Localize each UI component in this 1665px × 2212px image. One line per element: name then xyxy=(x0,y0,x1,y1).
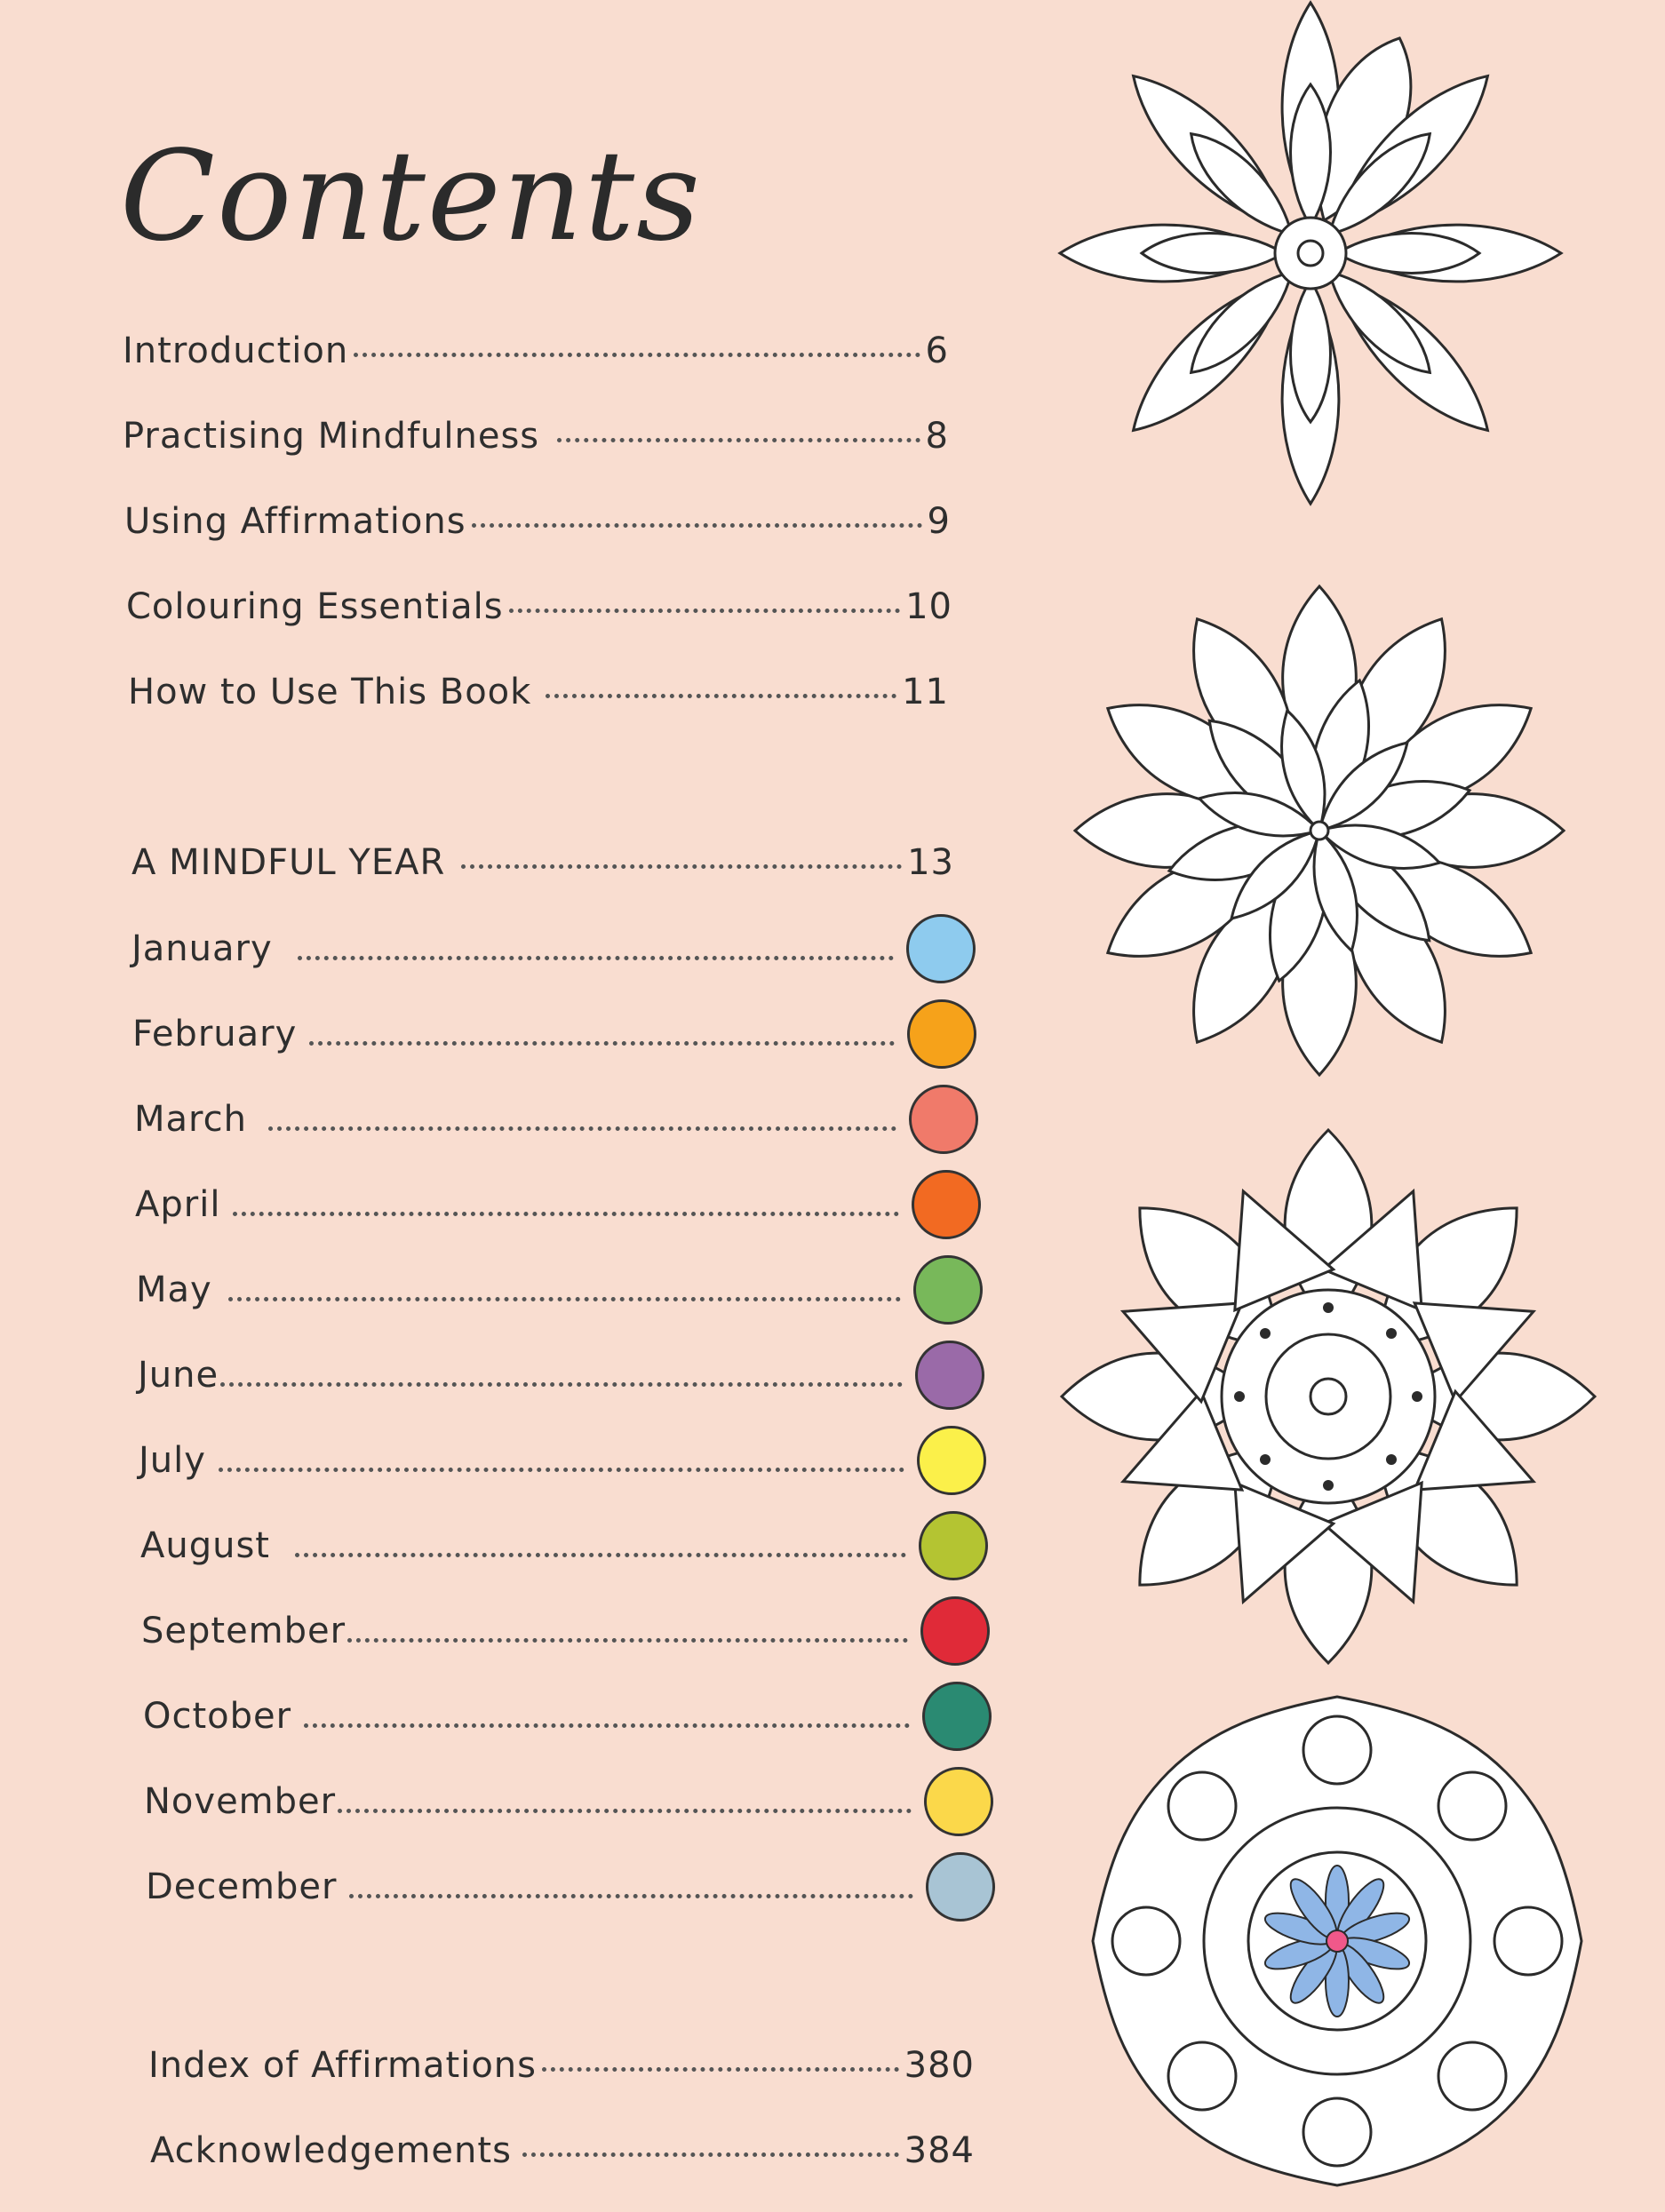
leader-dots xyxy=(522,2152,899,2157)
leader-dots xyxy=(354,353,920,357)
month-entry-may[interactable] xyxy=(136,1255,983,1325)
toc-entry-label: How to Use This Book xyxy=(128,672,532,712)
page-title: Contents xyxy=(120,124,702,269)
month-entry-february[interactable] xyxy=(132,999,976,1069)
leader-dots xyxy=(461,864,902,869)
toc-entry-page: 8 xyxy=(925,416,949,457)
leader-dots xyxy=(509,609,901,613)
toc-entry-introduction[interactable] xyxy=(123,330,949,371)
toc-entry-label: A MINDFUL YEAR xyxy=(131,842,446,883)
leader-dots xyxy=(219,1468,904,1472)
leader-dots xyxy=(228,1297,901,1301)
month-label: January xyxy=(131,928,273,969)
month-label: June xyxy=(138,1355,219,1396)
month-entry-january[interactable] xyxy=(131,914,976,983)
month-color-swatch xyxy=(926,1852,995,1922)
toc-section-mindful-year[interactable] xyxy=(131,842,954,883)
toc-entry-page: 6 xyxy=(925,330,949,371)
month-label: May xyxy=(136,1269,212,1310)
month-label: August xyxy=(140,1525,270,1566)
toc-entry-page: 9 xyxy=(927,501,951,542)
month-entry-july[interactable] xyxy=(139,1426,986,1495)
mandala-4 xyxy=(1088,1692,1586,2190)
leader-dots xyxy=(295,1553,906,1557)
toc-entry-label: Introduction xyxy=(123,330,349,371)
toc-entry-label: Index of Affirmations xyxy=(148,2045,537,2086)
month-color-swatch xyxy=(919,1511,988,1580)
toc-entry-page: 13 xyxy=(907,842,954,883)
month-color-swatch xyxy=(915,1341,984,1410)
toc-entry-label: Practising Mindfulness xyxy=(123,416,540,457)
toc-entry-how-to-use[interactable] xyxy=(128,672,949,712)
leader-dots xyxy=(298,956,894,960)
month-entry-november[interactable] xyxy=(144,1767,993,1836)
month-label: July xyxy=(139,1440,206,1481)
leader-dots xyxy=(542,2067,899,2072)
month-color-swatch xyxy=(913,1255,983,1325)
toc-entry-label: Colouring Essentials xyxy=(126,586,504,627)
month-color-swatch xyxy=(917,1426,986,1495)
month-entry-october[interactable] xyxy=(143,1682,992,1751)
toc-entry-index-of-affirmations[interactable] xyxy=(148,2045,975,2086)
month-label: November xyxy=(144,1781,337,1822)
mandala-2 xyxy=(1071,582,1568,1079)
toc-entry-using-affirmations[interactable] xyxy=(124,501,951,542)
toc-entry-colouring-essentials[interactable] xyxy=(126,586,952,627)
toc-entry-label: Acknowledgements xyxy=(150,2130,512,2171)
toc-entry-page: 11 xyxy=(902,672,949,712)
leader-dots xyxy=(220,1382,903,1387)
month-entry-april[interactable] xyxy=(135,1170,981,1239)
leader-dots xyxy=(557,438,920,442)
leader-dots xyxy=(546,694,896,698)
leader-dots xyxy=(309,1041,895,1046)
toc-entry-label: Using Affirmations xyxy=(124,501,466,542)
leader-dots xyxy=(472,523,922,528)
toc-entry-page: 384 xyxy=(904,2130,975,2171)
toc-entry-page: 380 xyxy=(904,2045,975,2086)
mandala-1 xyxy=(1040,0,1581,506)
month-label: April xyxy=(135,1184,221,1225)
month-label: December xyxy=(146,1866,338,1907)
month-entry-august[interactable] xyxy=(140,1511,988,1580)
leader-dots xyxy=(347,1638,908,1643)
month-label: September xyxy=(141,1611,347,1651)
month-color-swatch xyxy=(909,1085,978,1154)
month-entry-june[interactable] xyxy=(138,1341,984,1410)
toc-entry-page: 10 xyxy=(905,586,952,627)
month-label: October xyxy=(143,1696,292,1737)
month-color-swatch xyxy=(912,1170,981,1239)
month-color-swatch xyxy=(922,1682,992,1751)
leader-dots xyxy=(304,1723,910,1728)
month-color-swatch xyxy=(924,1767,993,1836)
mandala-3 xyxy=(1044,1124,1613,1670)
month-color-swatch xyxy=(920,1596,990,1666)
toc-entry-practising-mindfulness[interactable] xyxy=(123,416,949,457)
month-color-swatch xyxy=(907,999,976,1069)
month-entry-september[interactable] xyxy=(141,1596,990,1666)
month-entry-march[interactable] xyxy=(134,1085,978,1154)
leader-dots xyxy=(268,1126,896,1131)
month-label: February xyxy=(132,1014,298,1054)
leader-dots xyxy=(349,1894,913,1898)
leader-dots xyxy=(338,1809,912,1813)
toc-entry-acknowledgements[interactable] xyxy=(150,2130,975,2171)
leader-dots xyxy=(233,1212,899,1216)
month-label: March xyxy=(134,1099,247,1140)
month-entry-december[interactable] xyxy=(146,1852,995,1922)
month-color-swatch xyxy=(906,914,976,983)
